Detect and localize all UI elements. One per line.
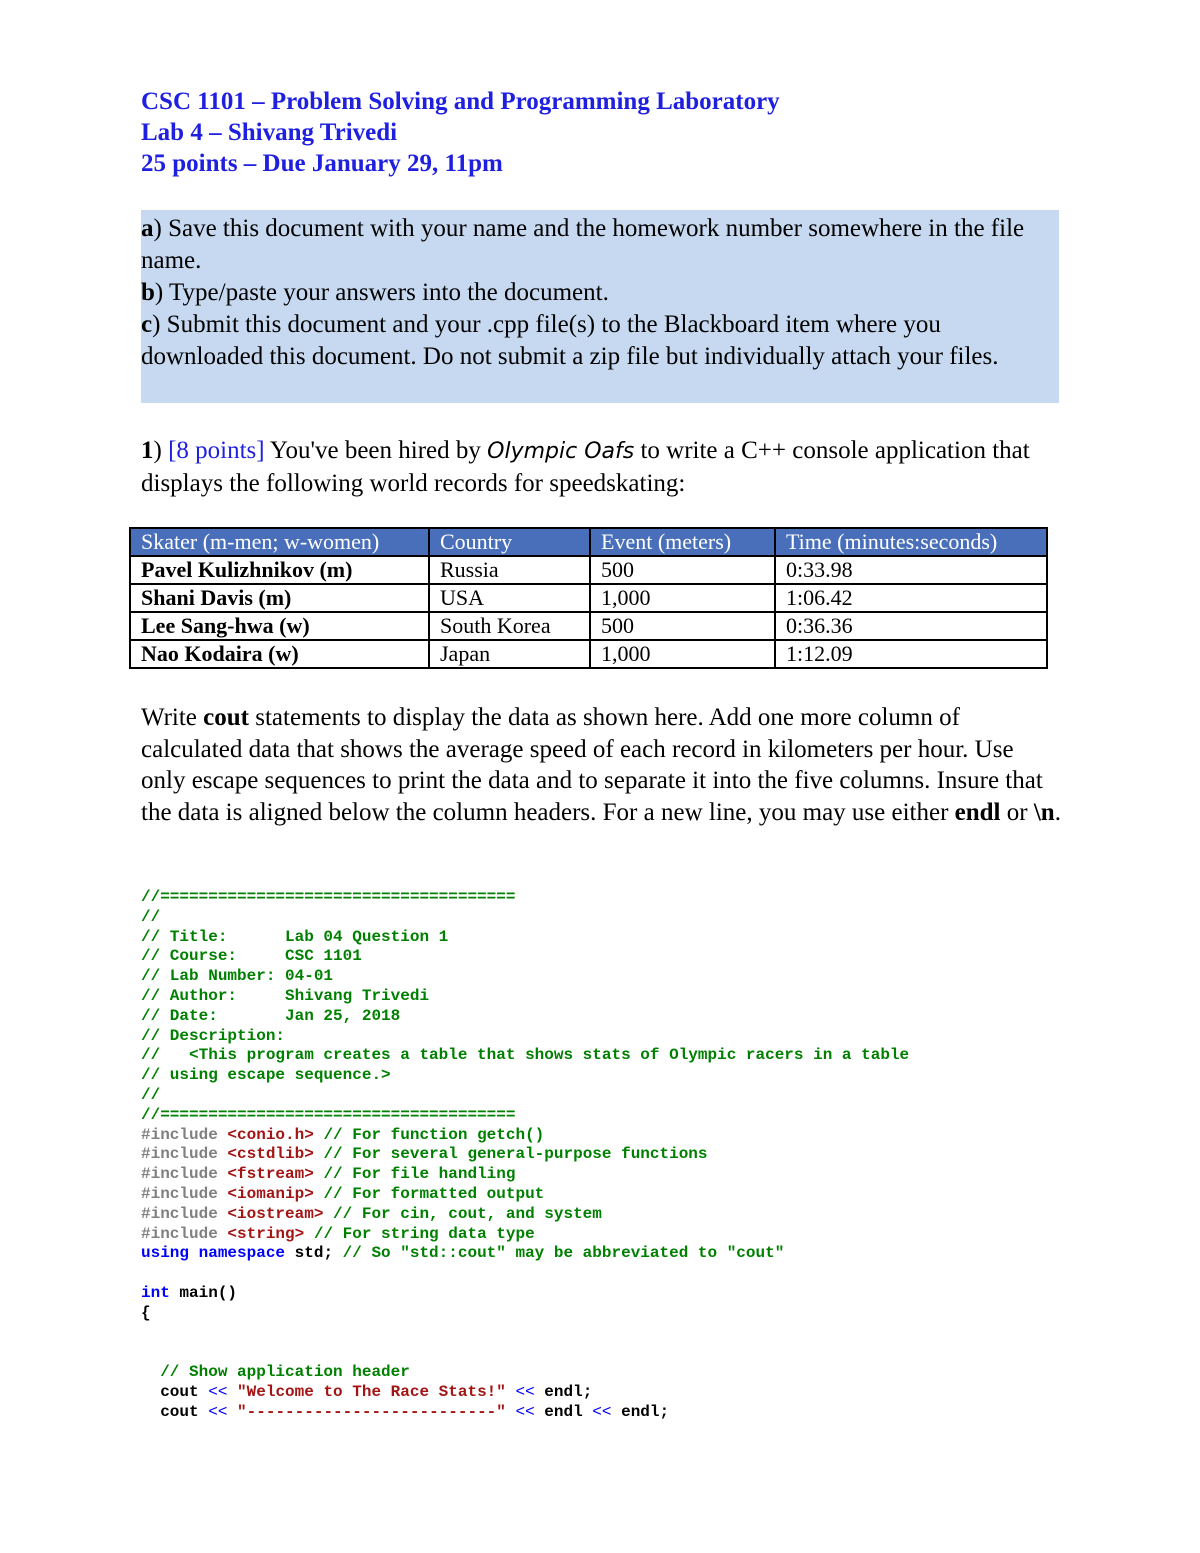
instructions-box — [141, 210, 1059, 403]
code-line: using namespace std; // So "std::cout" may be abbreviated to "cout" — [141, 1244, 785, 1263]
code-line: // Lab Number: 04-01 — [141, 967, 334, 986]
code-line: // — [141, 907, 161, 926]
column-header: Country — [429, 528, 590, 556]
skater-cell: Lee Sang-hwa (w) — [130, 612, 429, 640]
code-line: #include <cstdlib> // For several general-purpose functions — [141, 1145, 708, 1164]
due-date: 25 points – Due January 29, 11pm — [141, 150, 503, 177]
country-cell: Russia — [429, 556, 590, 584]
code-line: cout << "--------------------------" << endl << endl; — [141, 1402, 670, 1421]
code-line: // Title: Lab 04 Question 1 — [141, 927, 449, 946]
course-title: CSC 1101 – Problem Solving and Programming Laboratory — [141, 88, 780, 115]
code-line: int main() — [141, 1283, 238, 1302]
document-header — [141, 86, 780, 179]
records-table — [129, 527, 1048, 669]
code-line: // Course: CSC 1101 — [141, 947, 362, 966]
code-line: // Date: Jan 25, 2018 — [141, 1006, 401, 1025]
table-row — [130, 584, 1047, 612]
time-cell: 1:12.09 — [775, 640, 1047, 668]
code-line: #include <string> // For string data type — [141, 1224, 535, 1243]
code-line: // using escape sequence.> — [141, 1066, 391, 1085]
country-cell: Japan — [429, 640, 590, 668]
code-line: #include <iomanip> // For formatted output — [141, 1184, 545, 1203]
code-line: #include <conio.h> // For function getch() — [141, 1125, 545, 1144]
code-line: #include <fstream> // For file handling — [141, 1165, 516, 1184]
time-cell: 1:06.42 — [775, 584, 1047, 612]
question-1-instructions: Write cout statements to display the data as shown here. Add one more column of calculated data that shows the average speed of each record in kilometers per hour. Use only escape sequences to print the data and to separate it into the five columns. Insure that the data is aligned below the column headers. For a new line, you may use either endl or \n. — [141, 704, 1061, 826]
event-cell: 1,000 — [590, 584, 775, 612]
time-cell: 0:33.98 — [775, 556, 1047, 584]
lab-title: Lab 4 – Shivang Trivedi — [141, 119, 398, 146]
question-points: [8 points] — [168, 437, 265, 464]
column-header: Event (meters) — [590, 528, 775, 556]
code-line: //===================================== — [141, 888, 516, 906]
code-line: // Description: — [141, 1026, 286, 1045]
table-header-row — [130, 528, 1047, 556]
table-row — [130, 556, 1047, 584]
column-header: Time (minutes:seconds) — [775, 528, 1047, 556]
event-cell: 500 — [590, 556, 775, 584]
event-cell: 500 — [590, 612, 775, 640]
instruction-b: b) Type/paste your answers into the document. — [141, 279, 609, 306]
code-line: cout << "Welcome to The Race Stats!" << endl; — [141, 1382, 593, 1401]
code-line: // — [141, 1085, 161, 1104]
skater-cell: Nao Kodaira (w) — [130, 640, 429, 668]
code-block — [141, 888, 909, 1423]
skater-cell: Shani Davis (m) — [130, 584, 429, 612]
skater-cell: Pavel Kulizhnikov (m) — [130, 556, 429, 584]
country-cell: South Korea — [429, 612, 590, 640]
question-number: 1 — [141, 437, 154, 464]
code-line: // Author: Shivang Trivedi — [141, 986, 430, 1005]
country-cell: USA — [429, 584, 590, 612]
time-cell: 0:36.36 — [775, 612, 1047, 640]
code-line: #include <iostream> // For cin, cout, and system — [141, 1204, 602, 1223]
code-line: // <This program creates a table that shows stats of Olympic racers in a table — [141, 1046, 910, 1065]
table-row — [130, 612, 1047, 640]
event-cell: 1,000 — [590, 640, 775, 668]
instruction-a: a) Save this document with your name and the homework number somewhere in the file name. — [141, 215, 1025, 274]
column-header: Skater (m-men; w-women) — [130, 528, 429, 556]
table-row — [130, 640, 1047, 668]
code-line: //===================================== — [141, 1105, 516, 1124]
code-line: { — [141, 1303, 151, 1322]
company-name: Olympic Oafs — [487, 439, 635, 464]
question-1-prompt: 1) [8 points] You've been hired by Olympic Oafs to write a C++ console application that displays the following world records for speedskating: — [141, 437, 1030, 497]
instruction-c: c) Submit this document and your .cpp file(s) to the Blackboard item where you downloaded this document. Do not submit a zip file but individually attach your files. — [141, 311, 999, 370]
code-line: // Show application header — [141, 1363, 410, 1382]
